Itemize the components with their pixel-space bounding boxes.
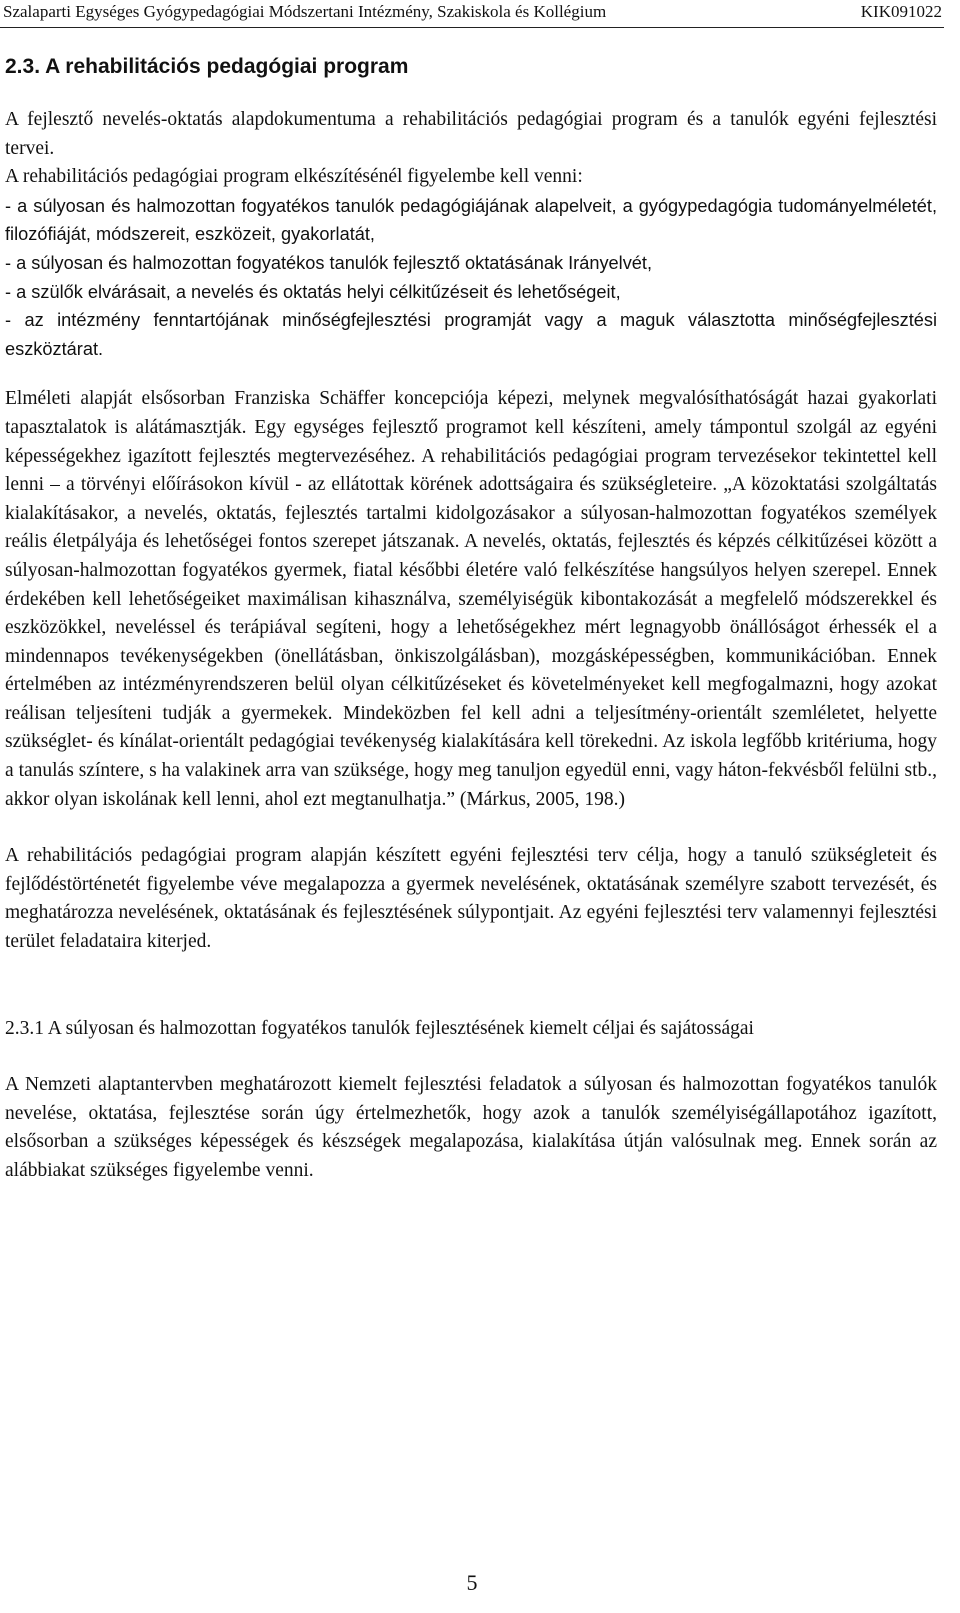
header-institution: Szalaparti Egységes Gyógypedagógiai Módszertani Intézmény, Szakiskola és Kollégium xyxy=(3,2,607,21)
consider-item: - a szülők elvárásait, a nevelés és oktatás helyi célkitűzéseit és lehetőségeit, xyxy=(5,281,621,302)
theory-paragraph: Elméleti alapját elsősorban Franziska Schäffer koncepciója képezi, melynek megvalósíthatóságát hazai gyakorlati tapasztalatok is alátámasztják. Egy egységes fejlesztő programot kell készíteni, amely támpontul szolgál az egyéni képességekhez igazított fejlesztés megtervezéséhez. A rehabilitációs pedagógiai program tervezésekor tekintettel kell lenni – a törvényi előírásokon kívül - az ellátottak körének adottságaira és szükségleteire. „A közoktatási szolgáltatás kialakításakor, a nevelés, oktatás, fejlesztés tartalmi kidolgozásakor a súlyosan-halmozottan fogyatékos személyek reális életpályája és lehetőségei fontos szerepet játszanak. A nevelés, oktatás, fejlesztés és képzés célkitűzései között a súlyosan-halmozottan fogyatékos gyermek, fiatal későbbi életére való felkészítése hangsúlyos helyen szerepel. Ennek érdekében kell lehetőségeiket maximálisan kihasználva, személyiségük kibontakozását a megfelelő módszerekkel és eszközökkel, neveléssel és terápiával segíteni, hogy a lehetőségekhez mért legnagyobb önállóságot érhessék el a mindennapos tevékenységekben (önellátásban, önkiszolgálásban), mozgásképességben, kommunikációban. Ennek értelmében az intézményrendszeren belül olyan célkitűzéseket és követelményeket kell megfogalmazni, hogy azokat reálisan teljesíteni tudják a gyermekek. Mindeközben fel kell adni a teljesítmény-orientált szemléletet, helyette szükséglet- és kínálat-orientált pedagógiai tevékenység kialakítására kell törekedni. Az iskola legfőbb kritériuma, hogy a tanulás színtere, s ha valakinek arra van szüksége, hogy meg tanuljon egyedül enni, vagy háton-fekvésből felülni stb., akkor olyan iskolának kell lenni, ahol ezt megtanulhatja.” (Márkus, 2005, 198.) xyxy=(5,388,937,810)
header-divider xyxy=(0,27,944,28)
paragraph-spacer xyxy=(5,957,937,1015)
paragraph-spacer xyxy=(5,363,937,385)
page-header xyxy=(0,0,944,26)
subsection-paragraph: A Nemzeti alaptantervben meghatározott kiemelt fejlesztési feladatok a súlyosan és halmozottan fogyatékos tanulók nevelése, oktatása, fejlesztése során úgy értelmezhetők, hogy azok a tanulók személyiségállapotához igazított, elsősorban a szükséges képességek és készségek megalapozása, kialakítása útján valósulnak meg. Ennek során az alábbiakat szükséges figyelembe venni. xyxy=(5,1074,937,1181)
intro-paragraph: A fejlesztő nevelés-oktatás alapdokumentuma a rehabilitációs pedagógiai program és a tanulók egyéni fejlesztési tervei. xyxy=(5,109,937,159)
consider-item: - az intézmény fenntartójának minőségfejlesztési programját vagy a maguk választotta minőségfejlesztési eszköztárat. xyxy=(5,310,937,359)
plan-paragraph: A rehabilitációs pedagógiai program alapján készített egyéni fejlesztési terv célja, hogy a tanuló szükségleteit és fejlődéstörténetét figyelembe véve megalapozza a gyermek nevelésének, oktatásának személyre szabott tervezését, és meghatározza nevelésének, oktatásának és fejlesztésének súlypontjait. Az egyéni fejlesztési terv valamennyi fejlesztési terület feladataira kiterjed. xyxy=(5,845,937,953)
consider-intro: A rehabilitációs pedagógiai program elkészítésénél figyelembe kell venni: xyxy=(5,166,583,188)
consider-item: - a súlyosan és halmozottan fogyatékos tanulók pedagógiájának alapelveit, a gyógypedagógia tudományelméletét, filozófiáját, módszereit, eszközeit, gyakorlatát, xyxy=(5,195,937,245)
page-content xyxy=(5,52,937,1186)
header-document-code: KIK091022 xyxy=(860,2,942,21)
page-number: 5 xyxy=(466,1570,478,1595)
section-heading: 2.3. A rehabilitációs pedagógiai program xyxy=(5,55,409,78)
paragraph-spacer xyxy=(5,1043,937,1071)
consider-item: - a súlyosan és halmozottan fogyatékos tanulók fejlesztő oktatásának Irányelvét, xyxy=(5,252,653,273)
subsection-heading: 2.3.1 A súlyosan és halmozottan fogyatékos tanulók fejlesztésének kiemelt céljai és sajátosságai xyxy=(5,1017,754,1039)
paragraph-spacer xyxy=(5,814,937,842)
